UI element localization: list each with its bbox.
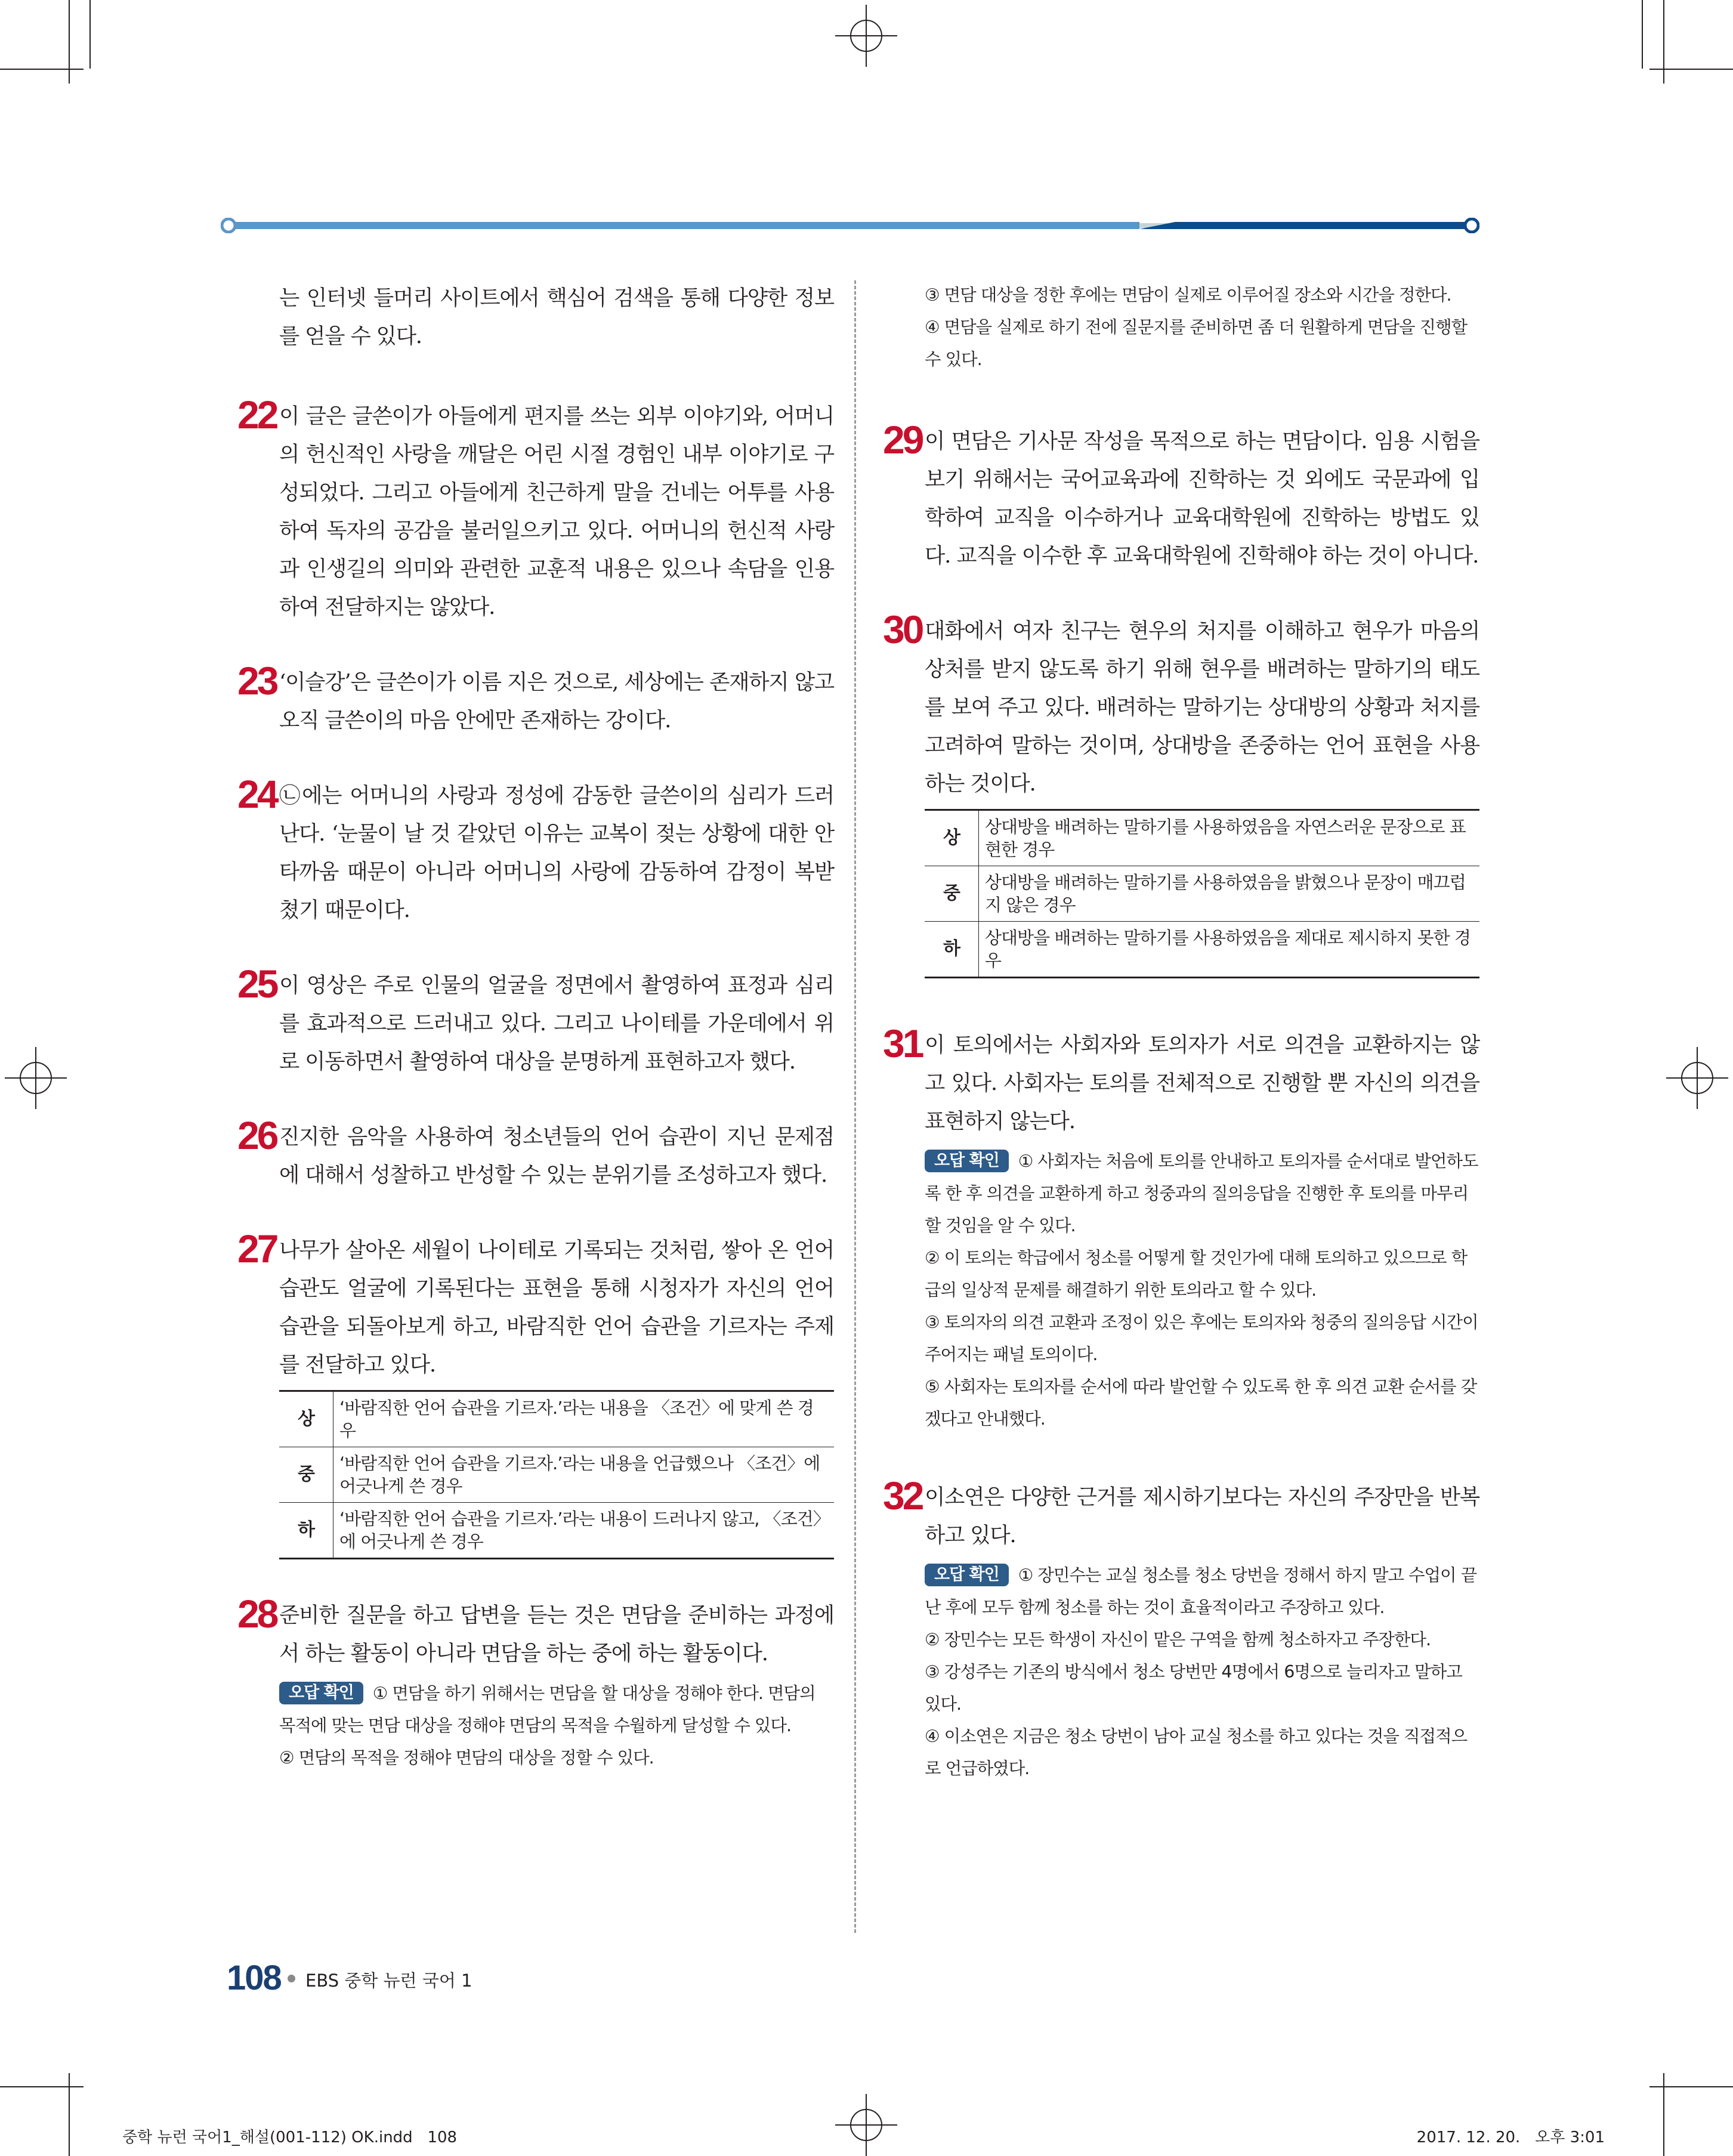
registration-mark-icon: [835, 5, 897, 67]
wrong-answer-note: [925, 1145, 1479, 1242]
left-column: [237, 279, 834, 1774]
continuation-note: ④ 면담을 실제로 하기 전에 질문지를 준비하면 좀 더 원활하게 면담을 진행할 수 있다.: [925, 317, 1468, 369]
scoring-rubric: [925, 809, 1479, 978]
rubric-level: 상: [925, 810, 979, 866]
scoring-rubric: [279, 1390, 834, 1559]
rubric-description: ‘바람직한 언어 습관을 기르자.’라는 내용을 언급했으나 〈조건〉에 어긋나게 쓴 경우: [333, 1447, 835, 1503]
answer-24: [237, 772, 834, 929]
footer-bullet: [288, 1975, 295, 1982]
page-number: 108: [227, 1959, 281, 1997]
header-bar: [221, 218, 1479, 233]
answer-text: 진지한 음악을 사용하여 청소년들의 언어 습관이 지닌 문제점에 대해서 성찰하고 반성할 수 있는 분위기를 조성하고자 했다.: [279, 1125, 834, 1187]
rubric-row: [925, 922, 1479, 978]
note-text: ② 장민수는 모든 학생이 자신이 맡은 구역을 함께 청소하자고 주장한다.: [925, 1630, 1431, 1650]
answer-text: ‘이슬강’은 글쓴이가 이름 지은 것으로, 세상에는 존재하지 않고 오직 글쓴이의 마음 안에만 존재하는 강이다.: [279, 670, 834, 733]
rubric-level: 중: [925, 866, 979, 922]
answer-27: [237, 1227, 834, 1559]
question-number: 24: [237, 772, 277, 816]
registration-mark-icon: [5, 1047, 67, 1109]
answer-25: [237, 962, 834, 1081]
rubric-description: 상대방을 배려하는 말하기를 사용하였음을 밝혔으나 문장이 매끄럽지 않은 경우: [979, 866, 1480, 922]
answer-text: 이 영상은 주로 인물의 얼굴을 정면에서 촬영하여 표정과 심리를 효과적으로 드러내고 있다. 그리고 나이테를 가운데에서 위로 이동하면서 촬영하여 대상을 분명하게 표현하고자 했다.: [279, 973, 834, 1074]
note-text: ② 이 토의는 학급에서 청소를 어떻게 할 것인가에 대해 토의하고 있으므로 학급의 일상적 문제를 해결하기 위한 토의라고 할 수 있다.: [925, 1248, 1468, 1300]
rubric-row: [279, 1447, 834, 1503]
answer-28: [237, 1592, 834, 1774]
rubric-level: 중: [279, 1447, 333, 1503]
rubric-row: [279, 1391, 834, 1447]
answer-31: [883, 1021, 1479, 1435]
question-number: 25: [237, 962, 277, 1006]
crop-mark: [69, 2073, 70, 2156]
question-number: 30: [883, 607, 922, 651]
rubric-description: 상대방을 배려하는 말하기를 사용하였음을 제대로 제시하지 못한 경우: [979, 922, 1480, 978]
note-text: ② 면담의 목적을 정해야 면담의 대상을 정할 수 있다.: [279, 1748, 654, 1768]
crop-mark: [1663, 0, 1664, 84]
wrong-answer-badge: 오답 확인: [925, 1150, 1009, 1172]
answer-text: 나무가 살아온 세월이 나이테로 기록되는 것처럼, 쌓아 온 언어 습관도 얼굴에 기록된다는 표현을 통해 시청자가 자신의 언어 습관을 되돌아보게 하고, 바람직한 언어 습관을 기르자는 주제를 전달하고 있다.: [279, 1238, 834, 1377]
crop-mark: [1649, 69, 1733, 70]
note-text: ① 사회자는 처음에 토의를 안내하고 토의자를 순서대로 발언하도록 한 후 의견을 교환하게 하고 청중과의 질의응답을 진행한 후 토의를 마무리할 것임을 알 수 있다.: [925, 1151, 1478, 1235]
question-number: 29: [883, 418, 922, 462]
question-number: 31: [883, 1021, 922, 1065]
answer-32: [883, 1474, 1479, 1785]
rubric-level: 하: [279, 1503, 333, 1559]
note-text: ③ 토의자의 의견 교환과 조정이 있은 후에는 토의자와 청중의 질의응답 시간이 주어지는 패널 토의이다.: [925, 1312, 1478, 1364]
slug-file-info: 중학 뉴런 국어1_해설(001-112) OK.indd 108: [122, 2129, 458, 2146]
crop-mark: [89, 0, 91, 69]
question-number: 27: [237, 1227, 277, 1271]
answer-30: [883, 607, 1479, 978]
answer-text: 이소연은 다양한 근거를 제시하기보다는 자신의 주장만을 반복하고 있다.: [925, 1485, 1479, 1547]
registration-mark-icon: [835, 2094, 897, 2156]
answer-text: 이 글은 글쓴이가 아들에게 편지를 쓰는 외부 이야기와, 어머니의 헌신적인 사랑을 깨달은 어린 시절 경험인 내부 이야기로 구성되었다. 그리고 아들에게 친근하게 말을 건네는 어투를 사용하여 독자의 공감을 불러일으키고 있다. 어머니의 헌신적 사랑과 인생길의 의미와 관련한 교훈적 내용은 있으나 속담을 인용하여 전달하지는 않았다.: [279, 404, 834, 619]
note-text: ⑤ 사회자는 토의자를 순서에 따라 발언할 수 있도록 한 후 의견 교환 순서를 갖겠다고 안내했다.: [925, 1377, 1477, 1429]
wrong-answer-badge: 오답 확인: [925, 1564, 1009, 1586]
question-number: 32: [883, 1474, 922, 1518]
note-text: ① 면담을 하기 위해서는 면담을 할 대상을 정해야 한다. 면담의 목적에 맞는 면담 대상을 정해야 면담의 목적을 수월하게 달성할 수 있다.: [279, 1684, 815, 1735]
question-number: 26: [237, 1113, 277, 1157]
slug-date: 2017. 12. 20. 오후 3:01: [1416, 2129, 1605, 2146]
answer-text: 이 면담은 기사문 작성을 목적으로 하는 면담이다. 임용 시험을 보기 위해서는 국어교육과에 진학하는 것 외에도 국문과에 입학하여 교직을 이수하거나 교육대학원에 진학하는 방법도 있다. 교직을 이수한 후 교육대학원에 진학해야 하는 것이 아니다.: [925, 429, 1479, 568]
crop-mark: [69, 0, 70, 84]
answer-29: [883, 418, 1479, 575]
wrong-answer-badge: 오답 확인: [279, 1682, 363, 1704]
continuation-note: ③ 면담 대상을 정한 후에는 면담이 실제로 이루어질 장소와 시간을 정한다.: [925, 285, 1451, 305]
question-number: 22: [237, 393, 277, 437]
rubric-level: 상: [279, 1391, 333, 1447]
crop-mark: [1649, 2086, 1733, 2087]
wrong-answer-note: [925, 1559, 1479, 1624]
rubric-row: [279, 1503, 834, 1559]
answer-22: [237, 393, 834, 626]
note-text: ④ 이소연은 지금은 청소 당번이 남아 교실 청소를 하고 있다는 것을 직접적으로 언급하였다.: [925, 1726, 1468, 1778]
continuation-text: 는 인터넷 들머리 사이트에서 핵심어 검색을 통해 다양한 정보를 얻을 수 있다.: [279, 286, 834, 348]
rubric-description: 상대방을 배려하는 말하기를 사용하였음을 자연스러운 문장으로 표현한 경우: [985, 817, 1466, 860]
registration-mark-icon: [1666, 1047, 1728, 1109]
crop-mark: [1663, 2073, 1664, 2156]
crop-mark: [1642, 0, 1643, 69]
book-title: EBS 중학 뉴런 국어 1: [305, 1970, 472, 1991]
answer-text: 대화에서 여자 친구는 현우의 처지를 이해하고 현우가 마음의 상처를 받지 않도록 하기 위해 현우를 배려하는 말하기의 태도를 보여 주고 있다. 배려하는 말하기는 상대방의 상황과 처지를 고려하여 말하는 것이며, 상대방을 존중하는 언어 표현을 사용하는 것이다.: [925, 619, 1479, 796]
wrong-answer-note: [279, 1678, 834, 1742]
column-divider: [854, 280, 856, 1933]
rubric-row: [925, 810, 1479, 866]
answer-text: ㉡에는 어머니의 사랑과 정성에 감동한 글쓴이의 심리가 드러난다. ‘눈물이 날 것 같았던 이유는 교복이 젖는 상황에 대한 안타까움 때문이 아니라 어머니의 사랑에 감동하여 감정이 복받쳤기 때문이다.: [279, 783, 834, 922]
rubric-row: [925, 866, 1479, 922]
crop-mark: [0, 2086, 84, 2087]
crop-mark: [0, 69, 84, 70]
right-column: [883, 279, 1479, 1785]
answer-23: [237, 659, 834, 740]
answer-text: 이 토의에서는 사회자와 토의자가 서로 의견을 교환하지는 않고 있다. 사회자는 토의를 전체적으로 진행할 뿐 자신의 의견을 표현하지 않는다.: [925, 1033, 1479, 1133]
rubric-level: 하: [925, 922, 979, 978]
question-number: 23: [237, 659, 277, 703]
question-number: 28: [237, 1592, 277, 1636]
rubric-description: ‘바람직한 언어 습관을 기르자.’라는 내용을 〈조건〉에 맞게 쓴 경우: [339, 1398, 814, 1441]
answer-text: 준비한 질문을 하고 답변을 듣는 것은 면담을 준비하는 과정에서 하는 활동이 아니라 면담을 하는 중에 하는 활동이다.: [279, 1603, 834, 1666]
rubric-description: ‘바람직한 언어 습관을 기르자.’라는 내용이 드러나지 않고, 〈조건〉에 어긋나게 쓴 경우: [333, 1503, 835, 1559]
answer-26: [237, 1113, 834, 1194]
note-text: ① 장민수는 교실 청소를 청소 당번을 정해서 하지 말고 수업이 끝난 후에 모두 함께 청소를 하는 것이 효율적이라고 주장하고 있다.: [925, 1565, 1477, 1617]
note-text: ③ 강성주는 기존의 방식에서 청소 당번만 4명에서 6명으로 늘리자고 말하고 있다.: [925, 1662, 1462, 1714]
